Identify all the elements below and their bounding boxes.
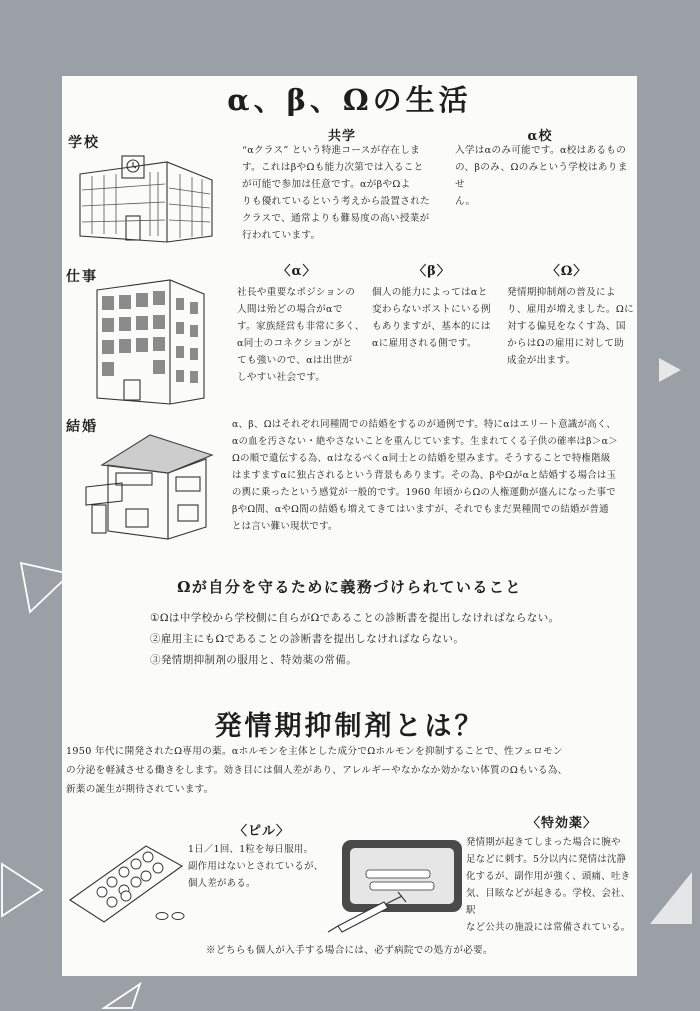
row-label-work: 仕事 [66, 269, 98, 285]
pill-title: 〈ピル〉 [233, 824, 290, 839]
page-title: α、β、Ωの生活 [227, 83, 472, 117]
decor-triangle-bottom [100, 980, 145, 1011]
page-sheet [62, 76, 637, 976]
row-label-school: 学校 [68, 135, 100, 151]
prescription-note: ※どちらも個人が入手する場合には、必ず病院での処方が必要。 [206, 945, 493, 956]
marriage-text: α、β、Ωはそれぞれ同種間での結婚をするのが通例です。特にαはエリート意識が高く、 αの血を汚さない・絶やさないことを重んじています。生まれてくる子供の確率はβ＞α＞ Ωの順で遺伝する為、αはなるべくα同士との結婚を望みます。そうすることで特権階級 はますますαに独占されるという背景もあります。その為、βやΩがαと結婚する場合は玉 の輿に乗ったという感覚が一般的です。1960 年頃からΩの人権運動が盛んになった事で βやΩ間、αやΩ間の結婚も増えてきてはいますが、それでもまだ異種間での結婚が普通 とは言い難い現状です。 [232, 419, 618, 532]
special-medicine-title: 〈特効薬〉 [526, 816, 597, 831]
work-col-omega-head: 〈Ω〉 [546, 264, 588, 279]
decor-triangle-right-upper [655, 355, 685, 385]
duties-title: Ωが自分を守るために義務づけられていること [177, 578, 522, 596]
school-building-illustration [72, 144, 222, 244]
school-coed-title: 共学 [327, 129, 356, 144]
work-col-alpha-text: 社長や重要なポジションの 人間は殆どの場合がαで す。家族経営も非常に多く、 α同士のコネクションがと ても強いので、αは出世が しやすい社会です。 [237, 287, 365, 383]
suppressant-title: 発情期抑制剤とは？ [214, 711, 485, 742]
injector-case-illustration [320, 836, 470, 936]
row-label-marriage: 結婚 [66, 419, 98, 435]
work-col-beta-head: 〈β〉 [413, 264, 451, 279]
work-col-alpha-head: 〈α〉 [277, 264, 317, 279]
work-col-omega-text: 発情期抑制剤の普及によ り、雇用が増えました。Ωに 対する偏見をなくす為、国 からはΩの雇用に対して助 成金が出ます。 [507, 287, 634, 366]
office-building-illustration [92, 276, 212, 406]
school-alpha-title: α校 [527, 129, 553, 144]
decor-triangle-right-lower [642, 868, 697, 928]
house-illustration [82, 431, 222, 546]
school-coed-text: “αクラス” という特進コースが存在しま す。これはβやΩも能力次第では入ること が可能で参加は任意です。αがβやΩよ りも優れているという考えから設置された クラスで、通常よりも難易度の高い授業が 行われています。 [242, 145, 430, 241]
duty-item-3: ③発情期抑制剤の服用と、特効薬の常備。 [150, 654, 358, 666]
pill-text: 1日／1回、1粒を毎日服用。 副作用はないとされているが、 個人差がある。 [188, 844, 324, 889]
decor-triangle-left-lower [0, 860, 48, 920]
special-medicine-text: 発情期が起きてしまった場合に腕や 足などに刺す。5分以内に発情は沈静 化するが、副作用が強く、頭痛、吐き 気、目眩などが起きる。学校、会社、駅 など公共の施設には常備されている。 [466, 837, 631, 933]
suppressant-description: 1950 年代に開発されたΩ専用の薬。αホルモンを主体とした成分でΩホルモンを抑制することで、性フェロモン の分泌を軽減させる働きをします。効き目には個人差があり、アレルギーやなかなか効かない体質のΩもいる為、 新薬の誕生が期待されています。 [66, 746, 568, 795]
duty-item-2: ②雇用主にもΩであることの診断書を提出しなければならない。 [150, 633, 465, 645]
pill-blister-illustration [66, 836, 198, 931]
duty-item-1: ①Ωは中学校から学校側に自らがΩであることの診断書を提出しなければならない。 [150, 612, 560, 624]
school-alpha-text: 入学はαのみ可能です。α校はあるもの の、βのみ、Ωのみという学校はありませ ん。 [455, 145, 628, 207]
work-col-beta-text: 個人の能力によってはαと 変わらないポストにいる例 もありますが、基本的には αに雇用される側です。 [372, 287, 491, 349]
